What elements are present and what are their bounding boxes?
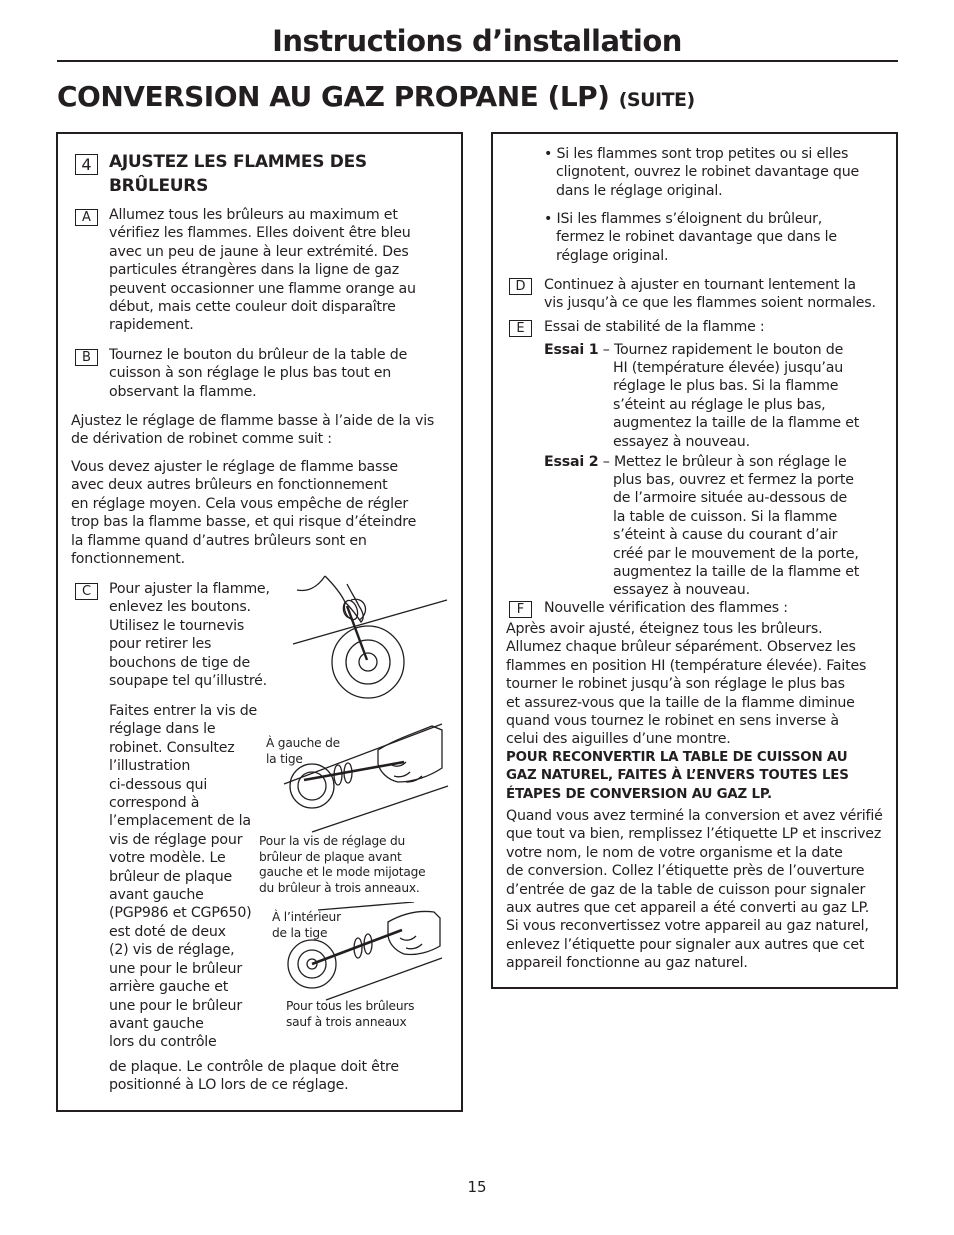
essai-2-text: plus bas, ouvrez et fermez la porte de l’armoire située au-dessous de la table de cuisson. Si la flamme s’éteint à cause du courant d’air créé par le mouvement de la porte, augmentez la taille de la flamme et essayez à nouveau. bbox=[613, 472, 860, 599]
caption-all-burners: Pour tous les brûleurs sauf à trois anneaux bbox=[286, 999, 415, 1029]
step-C-adjust-text: Faites entrer la vis de réglage dans le robinet. Consultez l’illustration ci-dessous qui correspond à l’emplacement de la vis de réglage pour votre modèle. Le brûleur de plaque avant gauche (PGP986 et CGP650) est doté de deux (2) vis de réglage, une pour le brûleur arrière gauche et une pour le brûleur avant gauche lors du contrôle bbox=[109, 703, 258, 1051]
tag-C: C bbox=[75, 583, 98, 600]
section-title bbox=[57, 80, 695, 113]
page-number: 15 bbox=[467, 1178, 487, 1196]
essai-1-first-line: Essai 1 – Tournez rapidement le bouton de bbox=[544, 342, 844, 358]
paragraph-label-instructions: Quand vous avez terminé la conversion et avez vérifié que tout va bien, remplissez l’étiquette LP et inscrivez votre nom, le nom de votre organisme et la date de conversion. Collez l’étiquette près de l’ouverture d’entrée de gaz de la table de cuisson pour signaler aux autres que cet appareil a été converti au gaz LP. Si vous reconvertissez votre appareil au gaz naturel, enlevez l’étiquette pour signaler aux autres que cet appareil fonctionne au gaz naturel. bbox=[506, 808, 883, 972]
bullet-small-flames: • Si les flammes sont trop petites ou si elles clignotent, ouvrez le robinet davantage que dans le réglage original. bbox=[544, 146, 860, 199]
step-E-text: Essai de stabilité de la flamme : bbox=[544, 319, 765, 335]
step-C-lo-text: de plaque. Le contrôle de plaque doit être positionné à LO lors de ce réglage. bbox=[109, 1059, 399, 1094]
tag-A: A bbox=[75, 209, 98, 226]
caption-inside-stem: À l’intérieur de la tige bbox=[272, 910, 341, 940]
paragraph-recheck: Après avoir ajusté, éteignez tous les brûleurs. Allumez chaque brûleur séparément. Observez les flammes en position HI (température élevée). Faites tourner le robinet jusqu’à son réglage le plus bas et assurez-vous que la taille de la flamme diminue quand vous tournez le robinet en sens inverse à celui des aiguilles d’une montre. bbox=[506, 621, 867, 748]
step-F-text: Nouvelle vérification des flammes : bbox=[544, 600, 788, 616]
caption-left-of-stem: À gauche de la tige bbox=[266, 736, 340, 766]
step-C-text: Pour ajuster la flamme, enlevez les boutons. Utilisez le tournevis pour retirer les bouchons de tige de soupape tel qu’illustré. bbox=[109, 581, 270, 690]
paragraph-low-flame: Ajustez le réglage de flamme basse à l’aide de la vis de dérivation de robinet comme suit : bbox=[71, 413, 435, 448]
illustration-remove-stem-cap bbox=[285, 570, 453, 702]
essai-2-first-line: Essai 2 – Mettez le brûleur à son réglage le bbox=[544, 454, 847, 470]
caption-front-left-burner: Pour la vis de réglage du brûleur de plaque avant gauche et le mode mijotage du brûleur à trois anneaux. bbox=[259, 834, 426, 895]
tag-E: E bbox=[509, 320, 532, 337]
section-title-suite: (SUITE) bbox=[618, 89, 695, 111]
tag-B: B bbox=[75, 349, 98, 366]
step-4-title-line2: BRÛLEURS bbox=[109, 176, 209, 196]
essai-1-text: HI (température élevée) jusqu’au réglage le plus bas. Si la flamme s’éteint au réglage le plus bas, augmentez la taille de la flamme et essayez à nouveau. bbox=[613, 360, 860, 450]
paragraph-two-burners: Vous devez ajuster le réglage de flamme basse avec deux autres brûleurs en fonctionnement en réglage moyen. Cela vous empêche de régler trop bas la flamme basse, et qui risque d’éteindre la flamme quand d’autres brûleurs sont en fonctionnement. bbox=[71, 459, 417, 568]
page-header-title: Instructions d’installation bbox=[272, 24, 682, 58]
step-B-text: Tournez le bouton du brûleur de la table de cuisson à son réglage le plus bas tout en observant la flamme. bbox=[109, 347, 408, 400]
tag-D: D bbox=[509, 278, 532, 295]
header-rule bbox=[57, 60, 898, 62]
bullet-flames-lift: • ISi les flammes s’éloignent du brûleur, fermez le robinet davantage que dans le réglage original. bbox=[544, 211, 837, 264]
reconvert-notice: POUR RECONVERTIR LA TABLE DE CUISSON AU GAZ NATUREL, FAITES À L’ENVERS TOUTES LES ÉTAPES DE CONVERSION AU GAZ LP. bbox=[506, 750, 849, 802]
step-4-title-line1: AJUSTEZ LES FLAMMES DES bbox=[109, 152, 367, 172]
tag-F: F bbox=[509, 601, 532, 618]
section-title-text: CONVERSION AU GAZ PROPANE (LP) bbox=[57, 80, 610, 113]
step-D-text: Continuez à ajuster en tournant lentement la vis jusqu’à ce que les flammes soient normales. bbox=[544, 277, 876, 312]
step-number-4: 4 bbox=[75, 154, 98, 175]
step-A-text: Allumez tous les brûleurs au maximum et vérifiez les flammes. Elles doivent être bleu avec un peu de jaune à leur extrémité. Des particules étrangères dans la ligne de gaz peuvent occasionner une flamme orange au début, mais cette couleur doit disparaître rapidement. bbox=[109, 207, 416, 334]
